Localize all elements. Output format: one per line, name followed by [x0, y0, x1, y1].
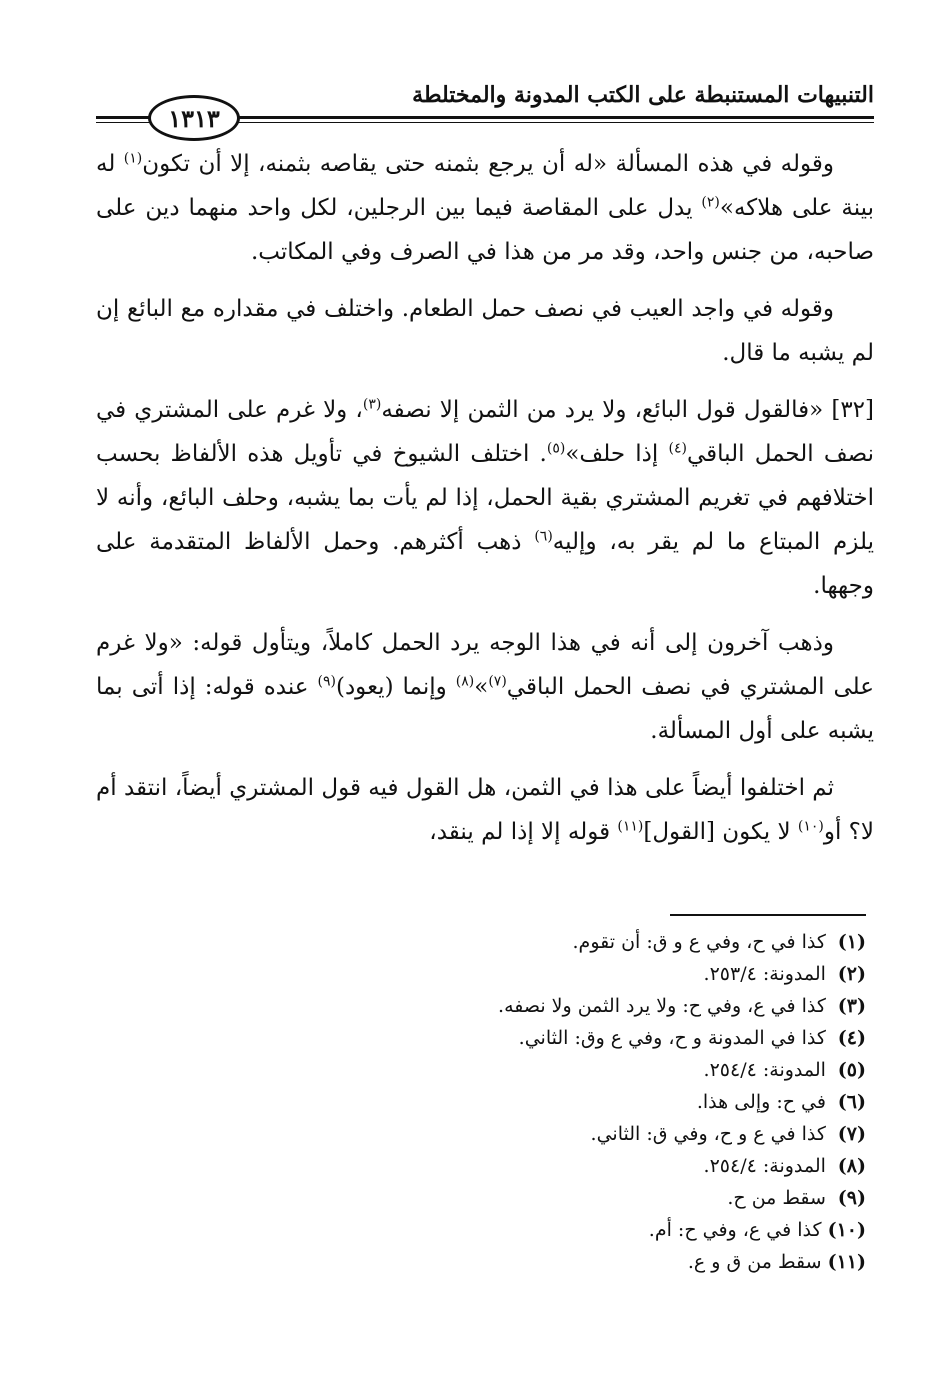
footnote-1: [306, 926, 866, 958]
paragraph-2: [96, 287, 874, 375]
footnote-ref: (٧): [488, 673, 507, 690]
footnote-number: (٣): [837, 995, 866, 1017]
paragraph-5: [96, 766, 874, 854]
footnote-5: [306, 1054, 866, 1086]
footnote-text: المدونة: ٢٥٣/٤.: [703, 963, 826, 985]
footnote-text: كذا في المدونة و ح، وفي ع وق: الثاني.: [518, 1027, 826, 1049]
text-run: وقوله في هذه المسألة «له أن يرجع بثمنه حتى يقاصه بثمنه، إلا أن تكون: [142, 151, 834, 177]
footnote-ref: (١): [123, 150, 143, 167]
footnote-number: (٨): [837, 1155, 866, 1177]
footnote-text: كذا في ع، وفي ح: ولا يرد الثمن ولا نصفه.: [498, 995, 826, 1017]
text-run: وقوله في واجد العيب في نصف حمل الطعام. واختلف في مقداره مع البائع إن لم يشبه ما قال.: [96, 296, 874, 366]
footnote-number: (٧): [837, 1123, 866, 1145]
text-run: [٣٢] «فالقول قول البائع، ولا يرد من الثمن إلا نصفه: [381, 397, 875, 423]
footnote-ref: (٤): [668, 440, 687, 457]
footnote-separator: [670, 914, 866, 916]
text-run: لا يكون [القول]: [643, 819, 798, 845]
paragraph-1: [96, 142, 874, 274]
text-run: وإنما (يعود): [335, 674, 456, 700]
text-run: قوله إلا إذا لم ينقد،: [429, 819, 618, 845]
text-run: »: [474, 674, 489, 700]
text-run: له بينة على هلاكه»: [96, 151, 874, 221]
footnote-2: [306, 958, 866, 990]
footnote-number: (٤): [837, 1027, 866, 1049]
footnote-number: (١): [837, 931, 866, 953]
footnote-number: (٥): [837, 1059, 866, 1081]
text-run: عنده قوله: إذا أتى بما يشبه على أول المسألة.: [96, 674, 874, 744]
footnote-number: (١٠): [827, 1219, 866, 1241]
footnote-9: [306, 1182, 866, 1214]
footnote-text: المدونة: ٢٥٤/٤.: [703, 1155, 826, 1177]
footnote-text: كذا في ع و ح، وفي ق: الثاني.: [590, 1123, 826, 1145]
text-run: يدل على المقاصة فيما بين الرجلين، لكل واحد منهما دين على صاحبه، من جنس واحد، وقد مر من هذا في الصرف وفي المكاتب.: [96, 195, 874, 265]
footnote-ref: (١٠): [797, 818, 824, 835]
footnote-3: [306, 990, 866, 1022]
footnote-4: [306, 1022, 866, 1054]
footnote-text: كذا في ح، وفي ع و ق: أن تقوم.: [572, 931, 826, 953]
footnote-7: [306, 1118, 866, 1150]
footnote-11: [306, 1246, 866, 1278]
footnote-text: سقط من ق و ع.: [687, 1251, 822, 1273]
footnote-ref: (١١): [617, 818, 644, 835]
footnote-ref: (٩): [317, 673, 336, 690]
footnote-text: في ح: وإلى هذا.: [696, 1091, 826, 1113]
footnote-ref: (٦): [534, 528, 553, 545]
footnote-6: [306, 1086, 866, 1118]
footnote-number: (١١): [827, 1251, 866, 1273]
footnote-number: (٩): [837, 1187, 866, 1209]
text-run: ثم اختلفوا أيضاً على هذا في الثمن، هل القول فيه قول المشتري أيضاً، انتقد أم لا؟ أو: [96, 775, 874, 845]
footnotes: [306, 926, 866, 1278]
footnote-ref: (٣): [362, 396, 382, 413]
text-run: ، ولا غرم على المشتري في نصف الحمل الباقي: [96, 397, 875, 467]
paragraph-3: [96, 388, 874, 608]
text-run: . اختلف الشيوخ في تأويل هذه الألفاظ بحسب اختلافهم في تغريم المشتري بقية الحمل، إذا لم يأت بما يشبه، وحلف البائع، وأنه لا يلزم المبتاع ما لم يقر به، وإليه: [96, 441, 874, 555]
footnote-number: (٢): [837, 963, 866, 985]
text-run: إذا حلف»: [565, 441, 669, 467]
text-run: وذهب آخرون إلى أنه في هذا الوجه يرد الحمل كاملاً، ويتأول قوله: «ولا غرم على المشتري في نصف الحمل الباقي: [96, 630, 874, 700]
text-run: ذهب أكثرهم. وحمل الألفاظ المتقدمة على وجهها.: [96, 529, 874, 599]
footnote-number: (٦): [837, 1091, 866, 1113]
footnote-text: كذا في ع، وفي ح: أم.: [648, 1219, 822, 1241]
paragraph-4: [96, 621, 874, 753]
footnote-text: سقط من ح.: [727, 1187, 826, 1209]
page-number: ١٣١٣: [148, 95, 240, 141]
footnote-ref: (٨): [455, 673, 475, 690]
main-text: [96, 142, 874, 867]
running-header-title: التنبيهات المستنبطة على الكتب المدونة والمختلطة: [412, 82, 874, 108]
footnote-ref: (٥): [546, 440, 566, 457]
footnote-text: المدونة: ٢٥٤/٤.: [703, 1059, 826, 1081]
footnote-10: [306, 1214, 866, 1246]
footnote-ref: (٢): [701, 194, 720, 211]
footnote-8: [306, 1150, 866, 1182]
